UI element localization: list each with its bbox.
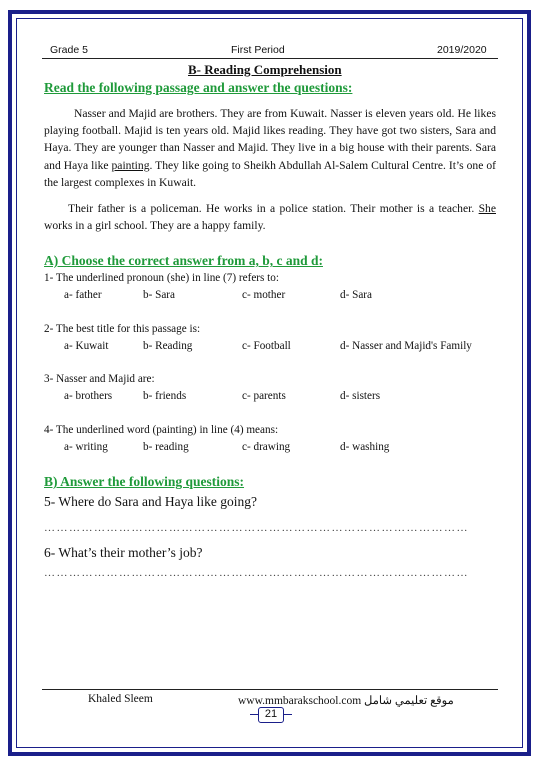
p2-text-before: Their father is a policeman. He works in a police station. Their mother is a teacher. [68,202,479,215]
q1-option-b[interactable]: b- Sara [143,289,175,301]
question-6: 6- What’s their mother’s job? [44,545,203,560]
q4-option-b[interactable]: b- reading [143,441,189,453]
q2-option-a[interactable]: a- Kuwait [64,340,109,352]
header-grade: Grade 5 [50,44,88,56]
q4-option-c[interactable]: c- drawing [242,441,291,453]
question-5: 5- Where do Sara and Haya like going? [44,494,258,509]
passage-paragraph-2 [44,200,496,234]
question-4: 4- The underlined word (painting) in line (4) means: [44,424,279,436]
q4-option-d[interactable]: d- washing [340,441,390,453]
q2-option-c[interactable]: c- Football [242,340,291,352]
q3-option-c[interactable]: c- parents [242,390,286,402]
footer-website[interactable]: www.mmbarakschool.com موقع تعليمي شامل [238,695,454,707]
header-year: 2019/2020 [437,44,487,56]
footer-author: Khaled Sleem [88,693,153,705]
q1-option-a[interactable]: a- father [64,289,102,301]
q2-option-b[interactable]: b- Reading [143,340,193,352]
p2-underlined-word: She [478,202,496,215]
header-divider [42,58,498,59]
q3-option-b[interactable]: b- friends [143,390,187,402]
q2-option-d[interactable]: d- Nasser and Majid's Family [340,340,472,352]
footer-divider [42,689,498,690]
question-2: 2- The best title for this passage is: [44,323,201,335]
part-a-heading: A) Choose the correct answer from a, b, c and d: [44,253,323,268]
question-3: 3- Nasser and Majid are: [44,373,155,385]
header-period: First Period [231,44,285,56]
passage-paragraph-1 [44,105,496,191]
answer-line-6[interactable]: ………………………………………………………………………………………… [44,567,469,579]
p2-text-after: works in a girl school. They are a happy family. [44,219,266,233]
page-number: 21 [264,708,278,720]
part-b-heading: B) Answer the following questions: [44,474,245,489]
q3-option-d[interactable]: d- sisters [340,390,381,402]
answer-line-5[interactable]: ………………………………………………………………………………………… [44,522,469,534]
instruction-heading: Read the following passage and answer the questions: [44,80,353,95]
q1-option-c[interactable]: c- mother [242,289,286,301]
p1-text-after: . They like going to Sheikh Abdullah Al-Salem Cultural Centre. It’s one of the largest complexes in Kuwait. [44,158,496,189]
p1-underlined-word: painting [111,158,150,172]
q4-option-a[interactable]: a- writing [64,441,108,453]
section-title: B- Reading Comprehension [188,62,342,77]
q3-option-a[interactable]: a- brothers [64,390,113,402]
q1-option-d[interactable]: d- Sara [340,289,372,301]
p1-text-before: Nasser and Majid are brothers. They are from Kuwait. Nasser is eleven years old. He likes playing football. Majid is ten years old. Majid likes reading. They have got two sisters, Sara and Haya. They are younger than Nasser and Majid. They live in a big house with their parents. Sara and Haya like [44,107,496,172]
page-number-badge [258,707,284,723]
question-1: 1- The underlined pronoun (she) in line (7) refers to: [44,272,279,284]
